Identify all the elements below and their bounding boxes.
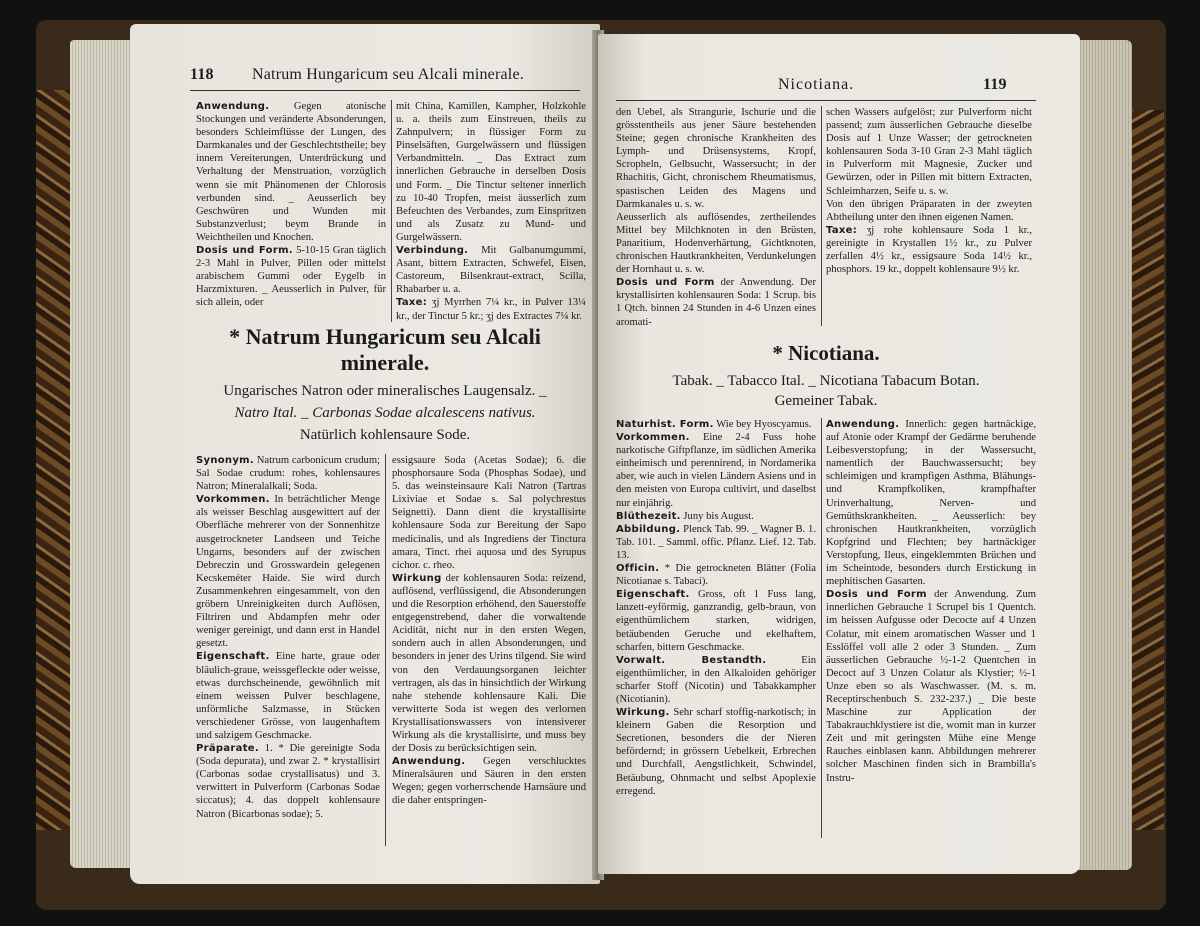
paragraph-text: der Anwendung. Zum innerlichen Gebrauche 1 Scrupel bis 1 Quentch. im heissen Aufgusse oder Decocte auf 4 Unzen Colatur, mit einem aromatischen Wasser und 1 Esslöffel voll alle 2 oder 3 Stunden. _ Zum äusserlichen Gebrauche ½-1-2 Quentchen in Decoct auf 3 Unzen Colatur als Klystier; ½-1 Unze eben so als Waschwasser. (M. s. m. Receptirschenbuch S. 232-237.) _ Die beste Maschine zur Application der Tabakrauchklystiere ist die, womit man in kurzer Zeit und mit geringsten Mühe eine Menge Rauches einblasen kann. Abbildungen mehrerer solcher Maschinen finden sich in Brambilla's Instru-	[826, 589, 1036, 784]
paragraph-lead: Anwendung.	[392, 756, 466, 768]
paragraph-text: In beträchtlicher Menge als weisser Beschlag ausgewittert auf der Oberfläche mehrerer von der Sonnenhitze ausgetrockneter Landseen und Teiche Ungarns, besonders auf der zwischen Debreczin und Grosswardein gelegenen Kecskeméter Haide. Sie wird durch Zusammenkehren eingesammelt, von den gröbern Unreinigkeiten durch Auflösen, Filtriren und Abdampfen mehr oder weniger gereinigt, und dann erst in Handel gesetzt.	[196, 494, 380, 650]
paragraph	[396, 244, 586, 296]
paragraph-text: Ein eigenthümlicher, in den Alkaloiden gehöriger scharfer Stoff (Nicotin) und Tabakkampher (Nicotianin).	[616, 654, 816, 705]
paragraph-lead: Eigenschaft.	[616, 589, 690, 601]
left-top-column-2	[396, 100, 586, 323]
paragraph-lead: Dosis und Form	[826, 589, 927, 601]
paragraph-text: Aeusserlich als auflösendes, zertheilendes Mittel bey Milchknoten in den Brüsten, Panaritium, Hodenverhärtung, Gichtknoten, chronischen Hautkrankheiten, Verdunkelungen der Hornhaut u. s. w.	[616, 211, 816, 276]
paragraph-text: * Die getrockneten Blätter (Folia Nicotianae s. Tabaci).	[616, 563, 816, 588]
paragraph	[196, 100, 386, 244]
paragraph-text: mit China, Kamillen, Kampher, Holzkohle u. a. theils zum Einstreuen, theils zu Zahnpulvern; in flüssiger Form zu Pinselsäften, Gurgelwässern und flüssigen Verbandmitteln. _ Das Extract zum innerlichen Gebrauche in derselben Dosis und Form. _ Die Tinctur seltener innerlich zu 10-40 Tropfen, meist äusserlich zum Befeuchten des Verbandes, zum Einspritzen und als Zusatz zu Mund- und Gurgelwässern.	[396, 101, 586, 243]
paragraph	[826, 224, 1032, 276]
right-page-number: 119	[983, 76, 1007, 93]
paragraph	[616, 276, 816, 328]
paragraph-text: Plenck Tab. 99. _ Wagner B. 1. Tab. 101. _ Samml. offic. Pflanz. Lief. 12. Tab. 13.	[616, 523, 817, 561]
right-running-head: Nicotiana.	[778, 76, 855, 93]
paragraph-text: Gegen verschlucktes Mineralsäuren und Säuren in den ersten Wegen; gegen vorherrschende Harnsäure und die daher entspringen-	[392, 756, 586, 807]
right-page	[598, 34, 1080, 874]
paragraph-lead: Abbildung.	[616, 523, 681, 535]
paragraph-text: Gegen atonische Stockungen und veränderte Absonderungen, besonders Schleimflüsse der Lungen, des Darmkanales und der Geschlechtstheile; bey innern Vereiterungen, Unterdrückung und Verhaltung der Menstruation, vorzüglich wenn sie mit Phänomenen der Chlorosis verbunden sind. _ Aeusserlich bey Geschwüren und Wunden mit Substanzverlust; beym Brande in Weichtheilen und Knochen.	[196, 101, 386, 243]
paragraph-lead: Taxe:	[396, 297, 428, 309]
paragraph-text: der Anwendung. Der krystallisirten kohlensauren Soda: 1 Scrup. bis 1 Qtch. binnen 24 Stunden in 4-6 Unzen eines aromati-	[616, 277, 816, 328]
paragraph-lead: Verbindung.	[396, 245, 469, 257]
paragraph-text: Juny bis August.	[683, 510, 754, 522]
column-divider	[821, 418, 822, 838]
paragraph	[396, 100, 586, 244]
paragraph-text: Natrum carbonicum crudum; Sal Sodae crudum: rohes, kohlensaures Natron; Mineralalkali; Soda.	[196, 455, 381, 493]
left-bottom-column-2	[392, 454, 586, 808]
paragraph	[196, 650, 380, 742]
paragraph-text: den Uebel, als Strangurie, Ischurie und die grösstentheils aus jener Säure bestehenden Steine; gegen chronische Krankheiten des Lymph- und Drüsensystems, Kropf, Scropheln, Gelbsucht, Wassersucht; in der Rhachitis, Gicht, chronischem Rheumatismus, spastischen Leiden des Magens und Darmkanales u. s. w.	[616, 107, 816, 210]
paragraph-text: 1. * Die gereinigte Soda (Soda depurata), und zwar 2. * krystallisirt (Carbonas sodae crystallisatus) und 3. verwittert in Pulverform (Carbonas Sodae siccatus); 4. das doppelt kohlensaure Natron (Bicarbonas sodae); 5.	[196, 743, 380, 820]
article-subtitle-3: Natürlich kohlensaure Sode.	[299, 427, 471, 443]
paragraph-text: essigsaure Soda (Acetas Sodae); 6. die phosphorsaure Soda (Phosphas Sodae), und 5. das weinsteinsaure Kali Natron (Tartras Lixiviae et Sodae s. Sal polychrestus Seignetti). Dann dient die krystallisirte kohlensaure Soda zur Bereitung der Sapo medicinalis, und als Ingrediens der Tinctura amara, Tinct. rhei aquosa und des Syrupus cichor. c. rheo.	[392, 455, 586, 571]
header-rule	[190, 90, 580, 91]
paragraph	[826, 106, 1032, 198]
paragraph-lead: Anwendung.	[196, 101, 270, 112]
paragraph-lead: Taxe:	[826, 224, 858, 236]
page-edges-right	[1078, 40, 1132, 870]
paragraph	[616, 106, 816, 211]
column-divider	[391, 100, 392, 322]
right-top-column-2	[826, 106, 1032, 276]
paragraph	[392, 454, 586, 572]
article-subtitle-1: Tabak. _ Tabacco Ital. _ Nicotiana Tabacum Botan.	[672, 373, 980, 389]
column-divider	[385, 454, 386, 846]
paragraph-text: ʒj rohe kohlensaure Soda 1 kr., gereinigte in Krystallen 1½ kr., zu Pulver zerfallen 4½ kr., essigsaure Soda 14½ kr., phosphors. 19 kr., doppelt kohlensaure 9½ kr.	[826, 224, 1032, 276]
paragraph-text: Eine harte, graue oder bläulich-graue, weissgefleckte oder weisse, etwas durchscheinende, gewöhnlich mit einem weissen Pulver beschlagene, unförmliche Salzmasse, in Stücken verschiedener Grösse, von laugenhaftem und salzigem Geschmacke.	[196, 651, 380, 741]
marbled-edge-right	[1128, 110, 1164, 830]
paragraph-lead: Präparate.	[196, 743, 259, 755]
article-subtitle-2: Natro Ital. _ Carbonas Sodae alcalescens nativus.	[234, 405, 536, 421]
paragraph-lead: Blüthezeit.	[616, 510, 681, 522]
paragraph	[826, 198, 1032, 224]
paragraph-lead: Anwendung.	[826, 419, 900, 430]
paragraph	[616, 706, 816, 798]
paragraph-lead: Vorkommen.	[616, 432, 690, 444]
paragraph-lead: Officin.	[616, 563, 660, 575]
article-title-natrum: * Natrum Hungaricum seu Alcali minerale.	[229, 324, 541, 375]
page-edges-left	[70, 40, 134, 868]
paragraph-text: Wie bey Hyoscyamus.	[716, 419, 812, 430]
article-subtitle-1: Ungarisches Natron oder mineralisches Laugensalz. _	[223, 383, 547, 399]
paragraph	[616, 510, 816, 523]
left-running-head: Natrum Hungaricum seu Alcali minerale.	[252, 66, 524, 83]
paragraph-lead: Wirkung	[392, 572, 442, 584]
paragraph-lead: Vorkommen.	[196, 494, 270, 506]
right-bottom-column-2	[826, 418, 1036, 785]
article-subtitle-2: Gemeiner Tabak.	[774, 393, 878, 409]
paragraph-lead: Dosis und Form	[616, 277, 715, 289]
paragraph-lead: Synonym.	[196, 455, 254, 466]
left-page	[130, 24, 600, 884]
paragraph-text: schen Wassers aufgelöst; zur Pulverform nicht passend; zum äusserlichen Gebrauche dieselbe Dosis auf 1 Unze Wasser; der getrockneten kohlensauren Soda 3-10 Gran 2-3 Mahl täglich in Pulverform mit Magnesie, Zucker und Gewürzen, oder in Pillen mit bittern Extracten, Schleimharzen, Seife u. s. w.	[826, 107, 1032, 197]
paragraph-text: ʒj Myrrhen 7¼ kr., in Pulver 13¼ kr., der Tinctur 5 kr.; ʒj des Extractes 7¼ kr.	[396, 297, 586, 322]
paragraph	[616, 418, 816, 431]
paragraph-lead: Naturhist. Form.	[616, 419, 714, 430]
paragraph	[396, 296, 586, 322]
paragraph	[616, 431, 816, 510]
paragraph	[616, 211, 816, 276]
paragraph-text: Gross, oft 1 Fuss lang, lanzett-eyförmig, ganzrandig, gelb-braun, von eigenthümlichem starken, widrigen, betäubenden Geruche und ekelhaftem, scharfen, bittern Geschmacke.	[616, 589, 816, 653]
paragraph	[826, 418, 1036, 588]
paragraph	[616, 588, 816, 653]
paragraph-text: Mit Galbanumgummi, Asant, bittern Extracten, Schwefel, Eisen, Castoreum, Bilsenkraut-extract, Scilla, Rhabarber u. a.	[396, 245, 586, 296]
paragraph-text: der kohlensauren Soda: reizend, auflösend, verflüssigend, die Absonderungen und die Resorption erhöhend, den Sauerstoffe entgegenstrebend, daher die vorwaltende Acidität, nicht nur in den ersten Wegen, sondern auch in allen Absonderungen, und besonders in jener des Urins tilgend. Sie wird von den Verdauungsorganen leichter vertragen, als das in hinsichtlich der Wirkung nahe stehende kohlensaure Kali. Die verwitterte Soda ist wegen des verlornen Krystallisationswassers von intensiverer Wirkung als die krystallisirte, und muss bey der Dosis zu berücksichtigen sein.	[392, 572, 586, 755]
header-rule	[616, 100, 1036, 101]
paragraph-lead: Dosis und Form.	[196, 245, 293, 257]
paragraph	[392, 755, 586, 807]
left-page-number: 118	[190, 66, 214, 83]
article-title-nicotiana: * Nicotiana.	[772, 341, 880, 365]
paragraph-lead: Eigenschaft.	[196, 651, 270, 663]
paragraph	[392, 572, 586, 755]
paragraph	[826, 588, 1036, 784]
paragraph	[196, 493, 380, 650]
right-top-column-1	[616, 106, 816, 329]
paragraph	[196, 454, 380, 493]
paragraph-text: Sehr scharf stoffig-narkotisch; in kleinern Gaben die Resorption und Secretionen, besonders die der Nieren befördernd; in grössern Uebelkeit, Erbrechen und Durchfall, Aengstlichkeit, Schwindel, Betäubung, Ohnmacht und selbst Apoplexie erregend.	[616, 707, 816, 797]
paragraph-text: Eine 2-4 Fuss hohe narkotische Giftpflanze, im südlichen Amerika einheimisch und perennirend, in Nordamerika aber, wie auch in vielen Ländern Asiens und in den meisten von Europa cultivirt, und daselbst nur einjährig.	[616, 432, 816, 509]
paragraph-text: Innerlich: gegen hartnäckige, auf Atonie oder Krampf der Gedärme beruhende Leibesverstopfung; in der Wassersucht, namentlich der Bauchwassersucht; bey schleimigen und krampfigen Asthma, Blähungs- und Krampfkoliken, krampfhafter Urinverhaltung, Nerven- und Gemüthskrankheiten. _ Aeusserlich: bey chronischen Hautkrankheiten, vorzüglich Kopfgrind und Flechten; bey hartnäckiger Verstopfung, Ileus, eingeklemmten Brüchen und im Scheintode, besonders durch Erstickung in mephitischen Gasarten.	[826, 419, 1036, 588]
left-bottom-column-1	[196, 454, 380, 821]
paragraph-lead: Vorwalt. Bestandth.	[616, 654, 767, 666]
paragraph-lead: Wirkung.	[616, 707, 670, 719]
paragraph	[196, 742, 380, 821]
paragraph-text: Von den übrigen Präparaten in der zweyten Abtheilung unter den ihnen eigenen Namen.	[826, 198, 1032, 223]
paragraph-text: 5-10-15 Gran täglich 2-3 Mahl in Pulver, Pillen oder mittelst arabischem Gummi oder Eygelb in Harzmixturen. _ Aeusserlich in Pulver, für sich allein, oder	[196, 245, 386, 309]
paragraph	[616, 523, 816, 562]
paragraph	[616, 654, 816, 706]
paragraph	[616, 562, 816, 588]
left-top-column-1	[196, 100, 386, 310]
paragraph	[196, 244, 386, 309]
column-divider	[821, 106, 822, 326]
right-bottom-column-1	[616, 418, 816, 798]
